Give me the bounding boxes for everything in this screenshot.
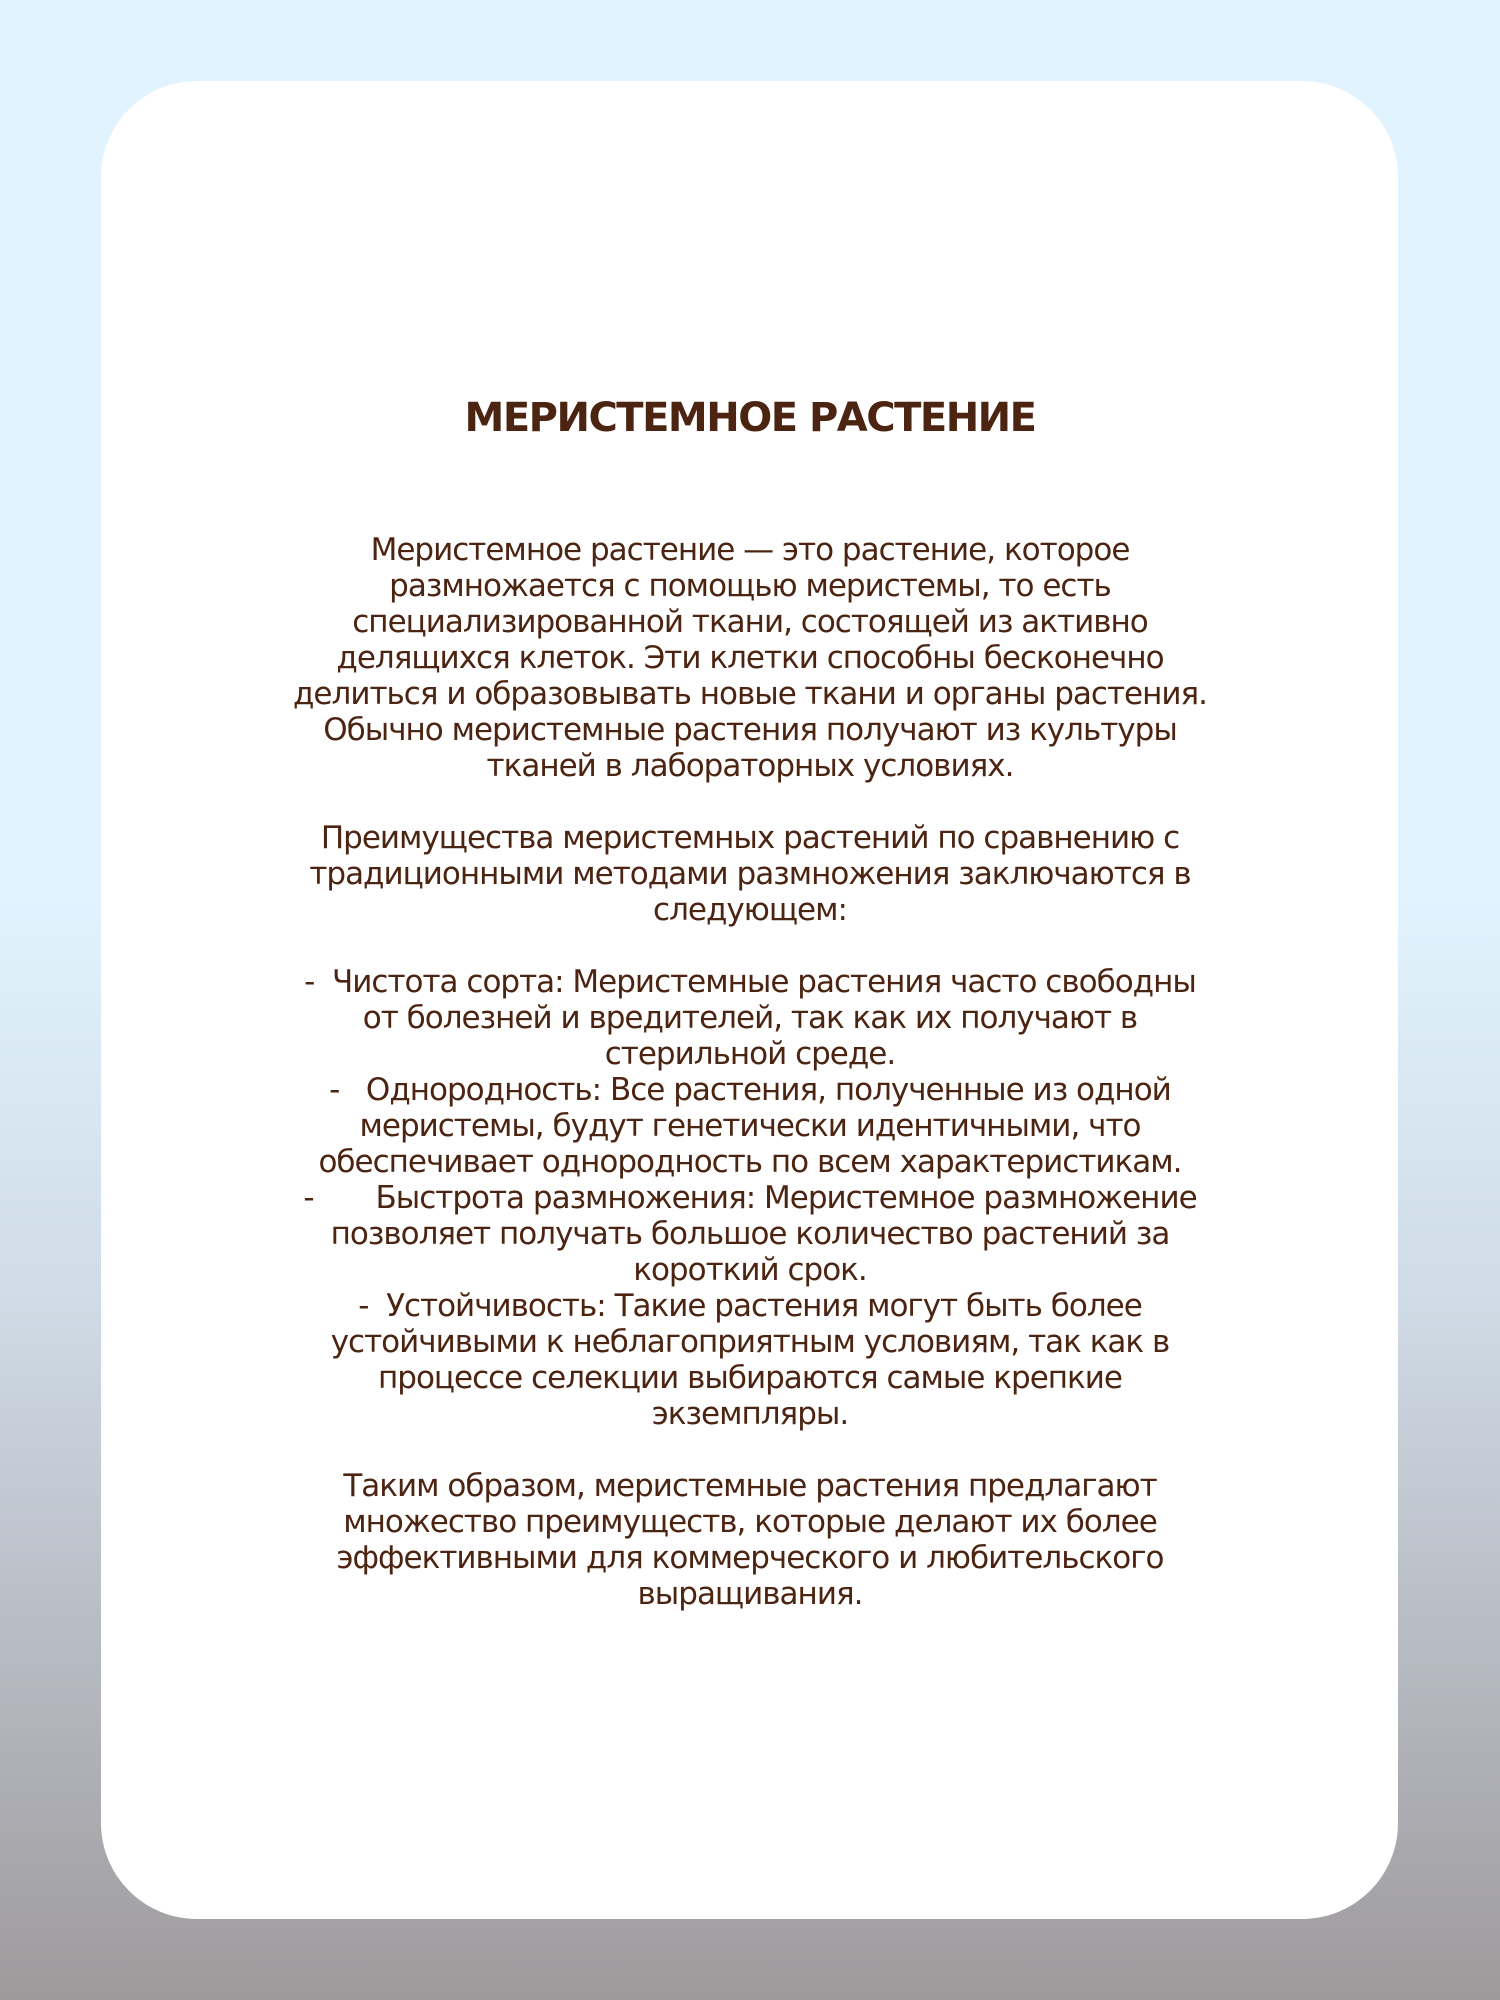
- document-title: МЕРИСТЕМНОЕ РАСТЕНИЕ: [464, 395, 1036, 441]
- conclusion-paragraph: Таким образом, меристемные растения предлагают множество преимуществ, которые делают их более эффективными для коммерческого и любительского выращивания.: [336, 1468, 1164, 1612]
- advantages-list: [250, 964, 1250, 1432]
- list-item: - Чистота сорта: Меристемные растения часто свободны от болезней и вредителей, так как их получают в стерильной среде.: [304, 964, 1205, 1072]
- intro-paragraph: Меристемное растение — это растение, которое размножается с помощью меристемы, то есть специализированной ткани, состоящей из активно делящихся клеток. Эти клетки способны бесконечно делиться и образовывать новые ткани и органы растения. Обычно меристемные растения получают из культуры тканей в лабораторных условиях.: [293, 532, 1207, 784]
- paragraph-gap: [250, 1432, 1250, 1468]
- paragraph-gap: [250, 928, 1250, 964]
- advantages-intro-paragraph: Преимущества меристемных растений по сравнению с традиционными методами размножения заключаются в следующем:: [309, 820, 1191, 928]
- list-item: - Однородность: Все растения, полученные из одной меристемы, будут генетически идентичными, что обеспечивает однородность по всем характеристикам.: [318, 1072, 1182, 1180]
- document-content: [250, 280, 1250, 1612]
- paragraph-gap: [250, 784, 1250, 820]
- list-item: - Быстрота размножения: Меристемное размножение позволяет получать большое количество растений за короткий срок.: [303, 1180, 1206, 1288]
- list-item: - Устойчивость: Такие растения могут быть более устойчивыми к неблагоприятным условиям, так как в процессе селекции выбираются самые крепкие экземпляры.: [330, 1288, 1179, 1432]
